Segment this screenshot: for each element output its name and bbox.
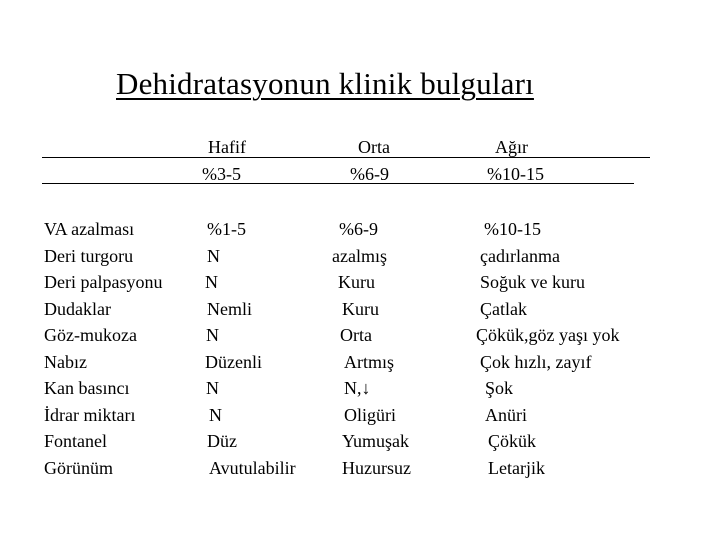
- severe-cell: Letarjik: [488, 457, 545, 478]
- severe-column: [474, 216, 620, 481]
- moderate-cell: N,↓: [344, 378, 371, 398]
- moderate-cell: Kuru: [338, 272, 375, 292]
- mild-cell: N: [206, 378, 219, 398]
- moderate-cell: Oligüri: [344, 404, 396, 425]
- row-label: Fontanel: [44, 431, 107, 451]
- header-top-rule: [42, 157, 650, 158]
- moderate-cell: Orta: [340, 325, 372, 345]
- row-label: Kan basıncı: [44, 378, 130, 398]
- header-severe-range: %10-15: [487, 164, 544, 184]
- severe-cell: Soğuk ve kuru: [480, 272, 585, 292]
- header-mild-label: Hafif: [208, 137, 246, 157]
- mild-cell: Avutulabilir: [209, 457, 296, 478]
- mild-cell: N: [209, 404, 222, 425]
- mild-cell: %1-5: [207, 219, 246, 239]
- page-title: Dehidratasyonun klinik bulguları: [116, 66, 534, 101]
- severe-cell: Çökük: [488, 431, 537, 451]
- header-severe-label: Ağır: [495, 137, 528, 157]
- row-label: Nabız: [44, 351, 87, 372]
- moderate-cell: Huzursuz: [342, 457, 411, 478]
- mild-cell: Düzenli: [205, 351, 262, 372]
- header-moderate-label: Orta: [358, 137, 390, 157]
- row-label: Deri palpasyonu: [44, 272, 163, 292]
- row-label: VA azalması: [44, 219, 135, 239]
- mild-cell: N: [205, 272, 218, 292]
- mild-column: [205, 216, 296, 481]
- severe-cell: Çatlak: [480, 298, 527, 319]
- header-moderate-range: %6-9: [350, 164, 389, 184]
- row-labels-column: [44, 216, 162, 481]
- moderate-cell: Kuru: [342, 298, 379, 319]
- row-label: Dudaklar: [44, 298, 111, 319]
- row-label: Deri turgoru: [44, 245, 134, 266]
- row-label: İdrar miktarı: [44, 404, 136, 425]
- moderate-cell: Artmış: [344, 351, 395, 372]
- header-bottom-rule: [42, 183, 634, 184]
- severe-cell: Çok hızlı, zayıf: [480, 351, 592, 372]
- moderate-cell: Yumuşak: [342, 431, 409, 451]
- row-label: Görünüm: [44, 457, 113, 478]
- mild-cell: Nemli: [207, 298, 252, 319]
- mild-cell: N: [206, 325, 219, 345]
- severe-cell: Anüri: [485, 404, 527, 425]
- mild-cell: Düz: [207, 431, 237, 451]
- moderate-cell: azalmış: [332, 245, 387, 266]
- severe-cell: Çökük,göz yaşı yok: [476, 325, 620, 345]
- moderate-cell: %6-9: [339, 219, 378, 239]
- severe-cell: Şok: [485, 378, 514, 398]
- moderate-column: [330, 216, 411, 481]
- severe-cell: %10-15: [484, 219, 541, 239]
- severe-cell: çadırlanma: [480, 245, 560, 266]
- mild-cell: N: [207, 245, 220, 266]
- row-label: Göz-mukoza: [44, 325, 137, 345]
- header-mild-range: %3-5: [202, 164, 241, 184]
